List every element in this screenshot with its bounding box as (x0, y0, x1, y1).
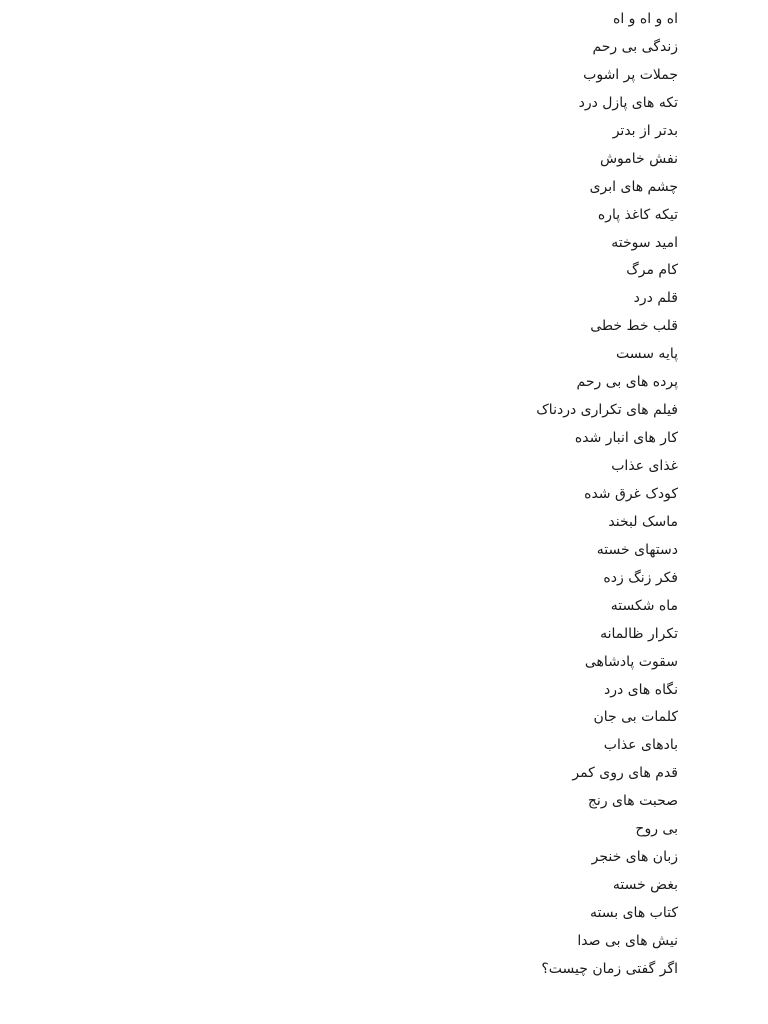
poem-line: نیش های بی صدا (577, 932, 678, 949)
poem-line: تکه های پازل درد (578, 94, 678, 111)
poem-line: صحبت های رنج (587, 793, 678, 810)
poem-line: کام مرگ (626, 262, 678, 279)
poem-line: تکرار ظالمانه (600, 625, 678, 642)
poem-line: امید سوخته (611, 234, 678, 251)
poem-line: فیلم های تکراری دردناک (536, 402, 678, 419)
poem-line: کودک غرق شده (584, 485, 678, 502)
poem-lines (278, 6, 678, 984)
poem-line: قدم های روی کمر (572, 765, 678, 782)
poem-line: بدتر از بدتر (612, 122, 678, 139)
poem-line: کتاب های بسته (590, 905, 678, 921)
poem-line: زندگی بی رحم (592, 38, 678, 55)
poem-line: جملات پر اشوب (583, 66, 678, 83)
poem-line: اگر گفتی زمان چیست؟ (541, 960, 678, 977)
poem-line: ماسک لبخند (608, 513, 678, 530)
poem-line: بغض خسته (612, 877, 678, 894)
poem-line: فکر زنگ زده (603, 569, 678, 586)
poem-line: اه و اه و اه (613, 11, 678, 27)
poem-line: پرده های بی رحم (576, 374, 678, 391)
poem-line: نگاه های درد (604, 681, 678, 698)
poem-line: چشم های ابری (589, 178, 678, 195)
poem-line: سقوت پادشاهی (584, 653, 678, 670)
poem-line: کلمات بی جان (593, 709, 678, 726)
poem-line: نفش خاموش (599, 150, 678, 167)
poem-line: بی روح (635, 821, 678, 838)
poem-line: قلب خط خطی (590, 318, 678, 335)
poem-line: دستهای خسته (596, 541, 678, 558)
poem-line: غذای عذاب (611, 458, 678, 474)
poem-line: تیکه کاغذ پاره (597, 206, 678, 223)
poem-line: کار های انبار شده (574, 430, 678, 447)
poem-line: بادهای عذاب (603, 737, 678, 754)
poem-line: زبان های خنجر (591, 849, 678, 866)
poem-line: ماه شکسته (610, 597, 678, 614)
poem-line: پایه سست (616, 346, 678, 363)
poem-line: قلم درد (633, 290, 678, 307)
